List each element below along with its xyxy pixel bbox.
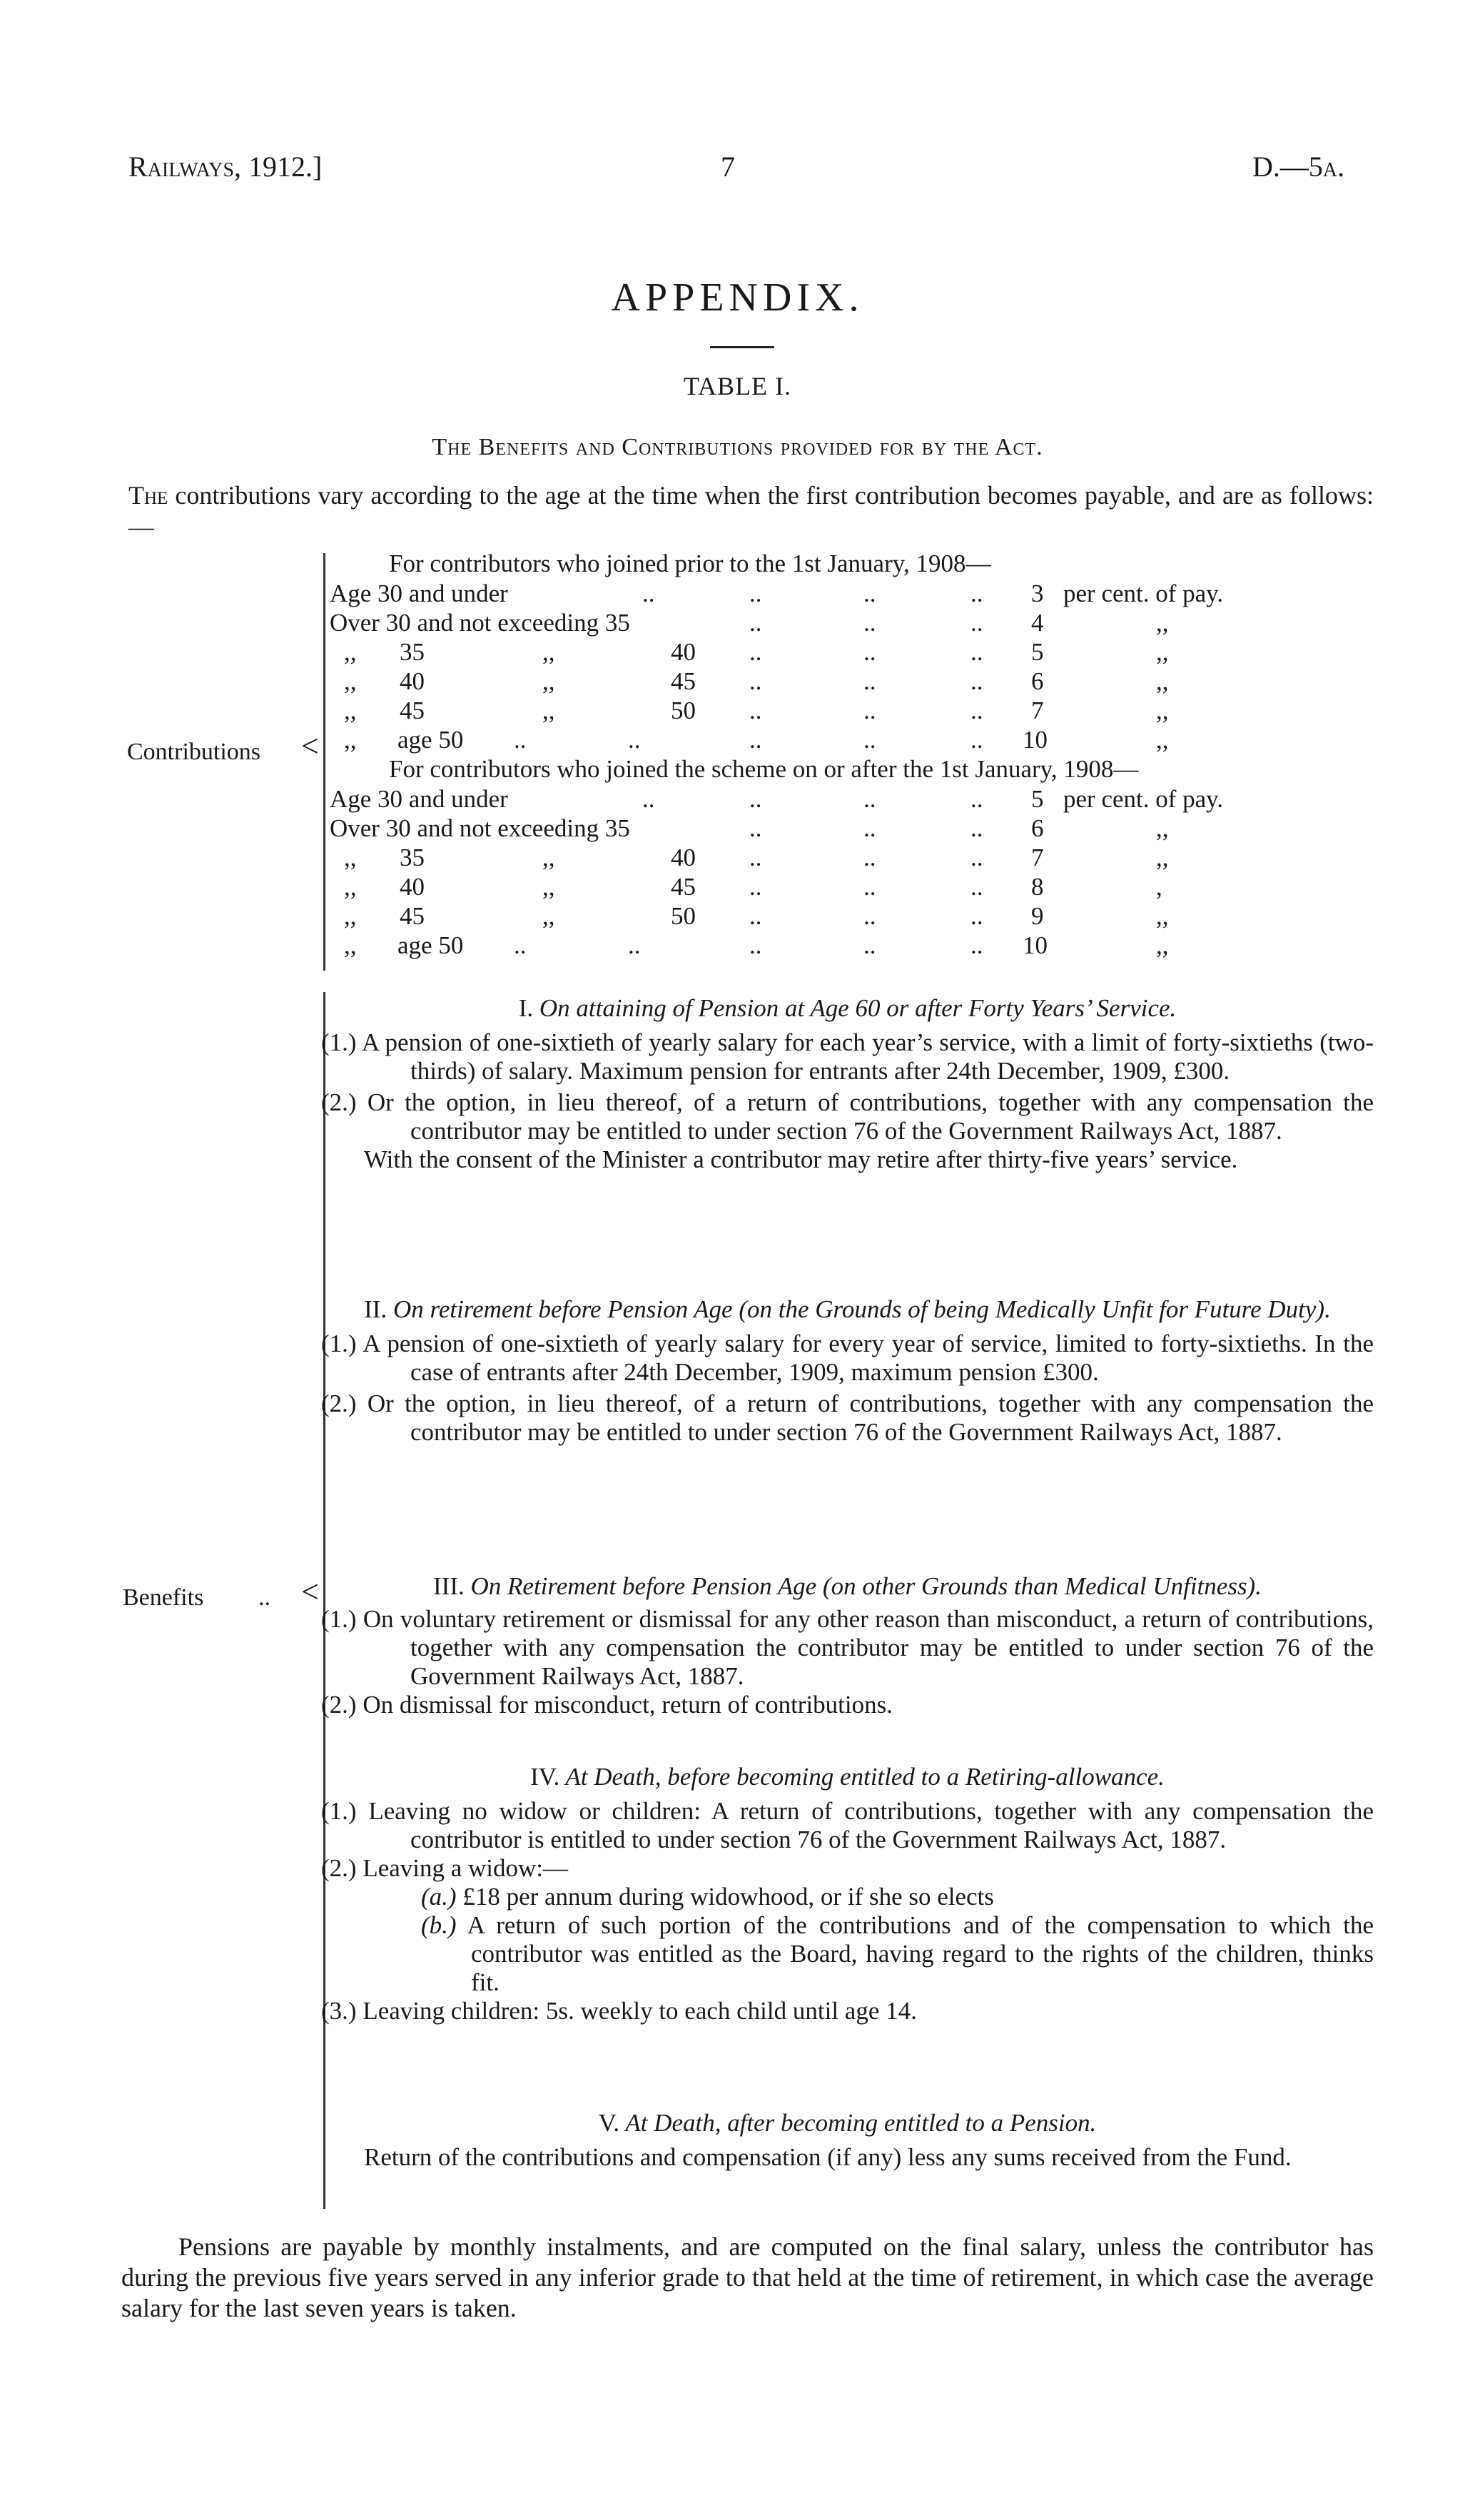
ditto-mark: ,, (542, 902, 555, 930)
contribution-rate: 7 (1031, 844, 1044, 871)
contribution-rate: 10 (1023, 726, 1048, 754)
leader-dots: .. (970, 638, 983, 666)
section-number: V. (598, 2109, 620, 2137)
list-item: (1.) On voluntary retirement or dismissal for any other reason than misconduct, a return of contributions, together with any compensation the contributor may be entitled to under section 76 of the Government Railways Act, 1887. (321, 1605, 1374, 1690)
contribution-rate: 4 (1031, 609, 1044, 637)
group1-heading: For contributors who joined prior to the 1st January, 1908— (389, 550, 991, 577)
leader-dots: .. (970, 902, 983, 930)
page-number: 7 (721, 151, 735, 183)
section-note: Return of the contributions and compensation (if any) less any sums received from the Fund. (364, 2143, 1292, 2171)
benefits-label: Benefits (123, 1584, 204, 1611)
sub-item: (a.) £18 per annum during widowhood, or if she so elects (421, 1883, 994, 1911)
contributions-label: Contributions (127, 739, 261, 765)
leader-dots: .. (749, 814, 762, 842)
age-label: ,, (344, 667, 357, 695)
ditto-mark: ,, (542, 638, 555, 666)
section-title: On Retirement before Pension Age (on other Grounds than Medical Unfitness). (470, 1572, 1262, 1600)
contributions-brace (323, 553, 325, 971)
leader-dots: .. (863, 580, 876, 607)
benefit-section-2 (321, 1295, 1374, 1447)
leader-dots: .. (628, 726, 641, 754)
age-label: Age 30 and under (330, 580, 508, 607)
running-head-right: D.—5a. (1252, 151, 1345, 183)
leader-dots: .. (749, 726, 762, 754)
leader-dots: .. (863, 667, 876, 695)
section-number: I. (518, 994, 534, 1022)
leader-dots: .. (970, 785, 983, 813)
leader-dots: .. (970, 667, 983, 695)
leader-dots: .. (749, 609, 762, 637)
intro-paragraph (128, 480, 1374, 542)
age-label: ,, (344, 638, 357, 666)
rate-unit: ,, (1156, 697, 1169, 724)
section-title: At Death, before becoming entitled to a Retiring-allowance. (565, 1763, 1165, 1791)
ditto-mark: ,, (542, 844, 555, 871)
benefits-brace-tip: < (301, 1574, 319, 1609)
leader-dots: .. (970, 726, 983, 754)
age-from: age 50 (397, 726, 464, 754)
rate-unit: ,, (1156, 609, 1169, 637)
benefit-section-4 (321, 1763, 1374, 2025)
section-number: II. (364, 1295, 387, 1323)
age-label: ,, (344, 726, 357, 754)
leader-dots: .. (863, 609, 876, 637)
section-title: On attaining of Pension at Age 60 or after Forty Years’ Service. (539, 994, 1177, 1022)
leader-dots: .. (863, 844, 876, 871)
table-title: TABLE I. (683, 372, 792, 400)
age-to: 45 (671, 667, 696, 695)
leader-dots: .. (970, 580, 983, 607)
age-from: 40 (400, 667, 425, 695)
leader-dots: .. (749, 638, 762, 666)
leader-dots: .. (749, 785, 762, 813)
list-item: (3.) Leaving children: 5s. weekly to each child until age 14. (321, 1997, 917, 2025)
section-heading (321, 1295, 1374, 1324)
rate-unit: per cent. of pay. (1063, 785, 1224, 813)
contribution-rate: 7 (1031, 697, 1044, 724)
leader-dots: .. (749, 697, 762, 724)
leader-dots: .. (749, 844, 762, 871)
leader-dots: .. (863, 638, 876, 666)
age-to: 45 (671, 873, 696, 901)
section-title: On retirement before Pension Age (on the Grounds of being Medically Unfit for Future Duty). (392, 1295, 1331, 1323)
table-subtitle: The Benefits and Contributions provided for by the Act. (432, 434, 1043, 460)
group2-heading: For contributors who joined the scheme on or after the 1st January, 1908— (389, 755, 1139, 783)
list-item: (2.) Or the option, in lieu thereof, of a return of contributions, together with any compensation the contributor may be entitled to under section 76 of the Government Railways Act, 1887. (321, 1088, 1374, 1145)
leader-dots: .. (642, 580, 655, 607)
rate-unit: ,, (1156, 638, 1169, 666)
contributions-brace-tip: < (301, 729, 319, 764)
intro-lead: The (128, 481, 168, 510)
benefits-label-dots: .. (258, 1584, 270, 1611)
leader-dots: .. (749, 580, 762, 607)
contribution-rate: 10 (1023, 931, 1048, 959)
benefit-section-5 (321, 2109, 1374, 2172)
ditto-mark: ,, (542, 873, 555, 901)
leader-dots: .. (749, 931, 762, 959)
section-heading (321, 994, 1374, 1023)
age-label: Over 30 and not exceeding 35 (330, 609, 630, 637)
contribution-rate: 3 (1031, 580, 1044, 607)
leader-dots: .. (970, 609, 983, 637)
leader-dots: .. (863, 873, 876, 901)
contribution-rate: 5 (1031, 785, 1044, 813)
age-label: Age 30 and under (330, 785, 508, 813)
list-item: (2.) Leaving a widow:— (321, 1854, 569, 1882)
leader-dots: .. (863, 785, 876, 813)
closing-paragraph: Pensions are payable by monthly instalments, and are computed on the final salary, unless the contributor has during the previous five years served in any inferior grade to that held at the time of retirement, in which case the average salary for the last seven years is taken. (121, 2232, 1374, 2322)
leader-dots: .. (970, 931, 983, 959)
contribution-rate: 6 (1031, 814, 1044, 842)
contribution-rate: 8 (1031, 873, 1044, 901)
section-number: III. (433, 1572, 465, 1600)
rate-unit: ,, (1156, 667, 1169, 695)
age-from: 35 (400, 844, 425, 871)
leader-dots: .. (749, 873, 762, 901)
section-heading (321, 1763, 1374, 1791)
rate-unit: ,, (1156, 931, 1169, 959)
list-item: (2.) On dismissal for misconduct, return of contributions. (321, 1691, 893, 1719)
contribution-rate: 6 (1031, 667, 1044, 695)
age-label: ,, (344, 844, 357, 871)
leader-dots: .. (970, 697, 983, 724)
age-to: 50 (671, 697, 696, 724)
age-label: ,, (344, 873, 357, 901)
leader-dots: .. (970, 844, 983, 871)
section-number: IV. (530, 1763, 560, 1791)
leader-dots: .. (863, 931, 876, 959)
list-item: (1.) A pension of one-sixtieth of yearly salary for each year’s service, with a limit of forty-sixtieths (two-thirds) of salary. Maximum pension for entrants after 24th December, 1909, £300. (321, 1028, 1374, 1085)
age-from: 45 (400, 902, 425, 930)
leader-dots: .. (863, 814, 876, 842)
leader-dots: .. (749, 667, 762, 695)
ditto-mark: ,, (542, 697, 555, 724)
age-to: 40 (671, 638, 696, 666)
benefit-section-1 (321, 994, 1374, 1174)
intro-text: contributions vary according to the age at the time when the first contribution becomes payable, and are as follows:— (128, 481, 1374, 541)
section-note: With the consent of the Minister a contributor may retire after thirty-five years’ service. (364, 1145, 1238, 1173)
age-from: 35 (400, 638, 425, 666)
ditto-mark: ,, (542, 667, 555, 695)
list-item: (2.) Or the option, in lieu thereof, of a return of contributions, together with any compensation the contributor may be entitled to under section 76 of the Government Railways Act, 1887. (321, 1390, 1374, 1446)
rate-unit: ,, (1156, 844, 1169, 871)
age-from: 40 (400, 873, 425, 901)
age-label: ,, (344, 931, 357, 959)
running-head-left: Railways, 1912.] (128, 151, 323, 183)
leader-dots: .. (863, 726, 876, 754)
contribution-rate: 9 (1031, 902, 1044, 930)
section-title: At Death, after becoming entitled to a Pension. (625, 2109, 1097, 2137)
rate-unit: , (1156, 873, 1162, 901)
list-item: (1.) Leaving no widow or children: A return of contributions, together with any compensation the contributor is entitled to under section 76 of the Government Railways Act, 1887. (321, 1797, 1374, 1853)
rate-unit: ,, (1156, 726, 1169, 754)
leader-dots: .. (628, 931, 641, 959)
leader-dots: .. (970, 814, 983, 842)
rate-unit: ,, (1156, 902, 1169, 930)
leader-dots: .. (514, 726, 527, 754)
age-label: Over 30 and not exceeding 35 (330, 814, 630, 842)
leader-dots: .. (863, 902, 876, 930)
age-from: age 50 (397, 931, 464, 959)
section-heading (321, 1572, 1374, 1601)
rate-unit: per cent. of pay. (1063, 580, 1224, 607)
leader-dots: .. (514, 931, 527, 959)
page-title: APPENDIX. (611, 275, 864, 320)
leader-dots: .. (749, 902, 762, 930)
section-heading (321, 2109, 1374, 2137)
rate-unit: ,, (1156, 814, 1169, 842)
leader-dots: .. (863, 697, 876, 724)
benefit-section-3 (321, 1572, 1374, 1719)
contribution-rate: 5 (1031, 638, 1044, 666)
leader-dots: .. (970, 873, 983, 901)
age-to: 40 (671, 844, 696, 871)
title-rule (710, 346, 774, 348)
age-label: ,, (344, 902, 357, 930)
leader-dots: .. (642, 785, 655, 813)
sub-item: (b.) A return of such portion of the contributions and of the compensation to which the contributor was entitled as the Board, having regard to the rights of the children, thinks fit. (421, 1911, 1374, 1996)
age-to: 50 (671, 902, 696, 930)
list-item: (1.) A pension of one-sixtieth of yearly salary for every year of service, limited to forty-sixtieths. In the case of entrants after 24th December, 1909, maximum pension £300. (321, 1330, 1374, 1386)
age-label: ,, (344, 697, 357, 724)
age-from: 45 (400, 697, 425, 724)
